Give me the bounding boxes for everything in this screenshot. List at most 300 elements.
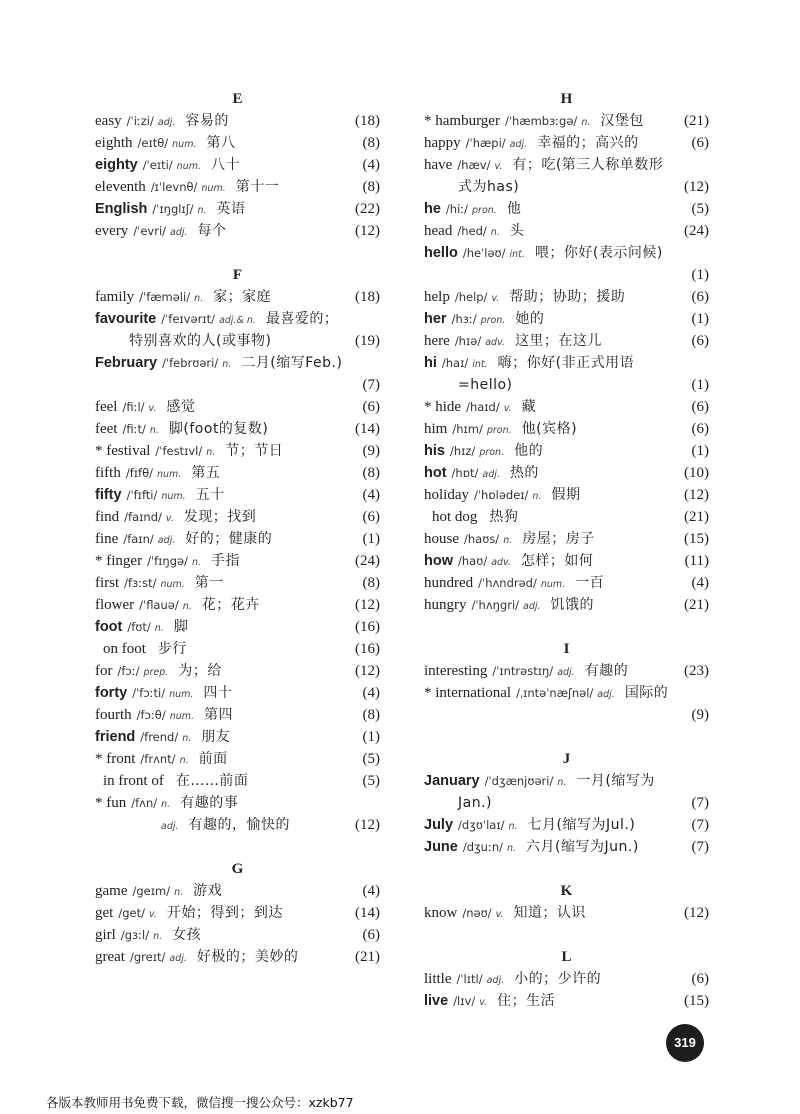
part-of-speech: n. xyxy=(581,117,591,128)
phonetic: /ˈfebrʊəri/ xyxy=(162,356,219,370)
unit-ref: (22) xyxy=(355,201,380,217)
part-of-speech: n. xyxy=(557,777,567,788)
vocab-entry xyxy=(424,484,709,506)
section-letter: E xyxy=(232,91,243,107)
part-of-speech: v. xyxy=(491,293,500,304)
phonetic: /haʊs/ xyxy=(464,532,500,546)
part-of-speech: n. xyxy=(194,293,204,304)
unit-ref: (1) xyxy=(691,311,709,327)
headword: English xyxy=(95,201,148,217)
unit-ref: (16) xyxy=(355,619,380,635)
vocab-entry xyxy=(424,154,709,176)
unit-ref: (7) xyxy=(691,839,709,855)
chinese-gloss: 头 xyxy=(509,223,525,239)
chinese-gloss: 房屋；房子 xyxy=(522,531,595,547)
phonetic: /ˈhɒlədeɪ/ xyxy=(474,488,529,502)
unit-ref: (4) xyxy=(362,487,380,503)
headword: * front xyxy=(95,751,136,767)
phonetic: /fʌn/ xyxy=(131,796,158,810)
phonetic: /hɪm/ xyxy=(452,422,483,436)
unit-ref: (14) xyxy=(355,905,380,921)
vocab-entry xyxy=(424,682,709,704)
vocab-entry xyxy=(95,176,380,198)
headword: have xyxy=(424,157,453,173)
phonetic: /ˈhʌŋgri/ xyxy=(471,598,520,612)
unit-ref: (6) xyxy=(362,509,380,525)
unit-ref: (1) xyxy=(362,729,380,745)
chinese-gloss: 他的 xyxy=(514,443,544,459)
chinese-gloss: 家；家庭 xyxy=(213,289,272,305)
part-of-speech: adv. xyxy=(485,337,505,348)
part-of-speech: n. xyxy=(182,733,192,744)
chinese-gloss: 为；给 xyxy=(178,663,222,679)
part-of-speech: v. xyxy=(503,403,512,414)
unit-ref: (5) xyxy=(362,751,380,767)
phonetic: /ɪˈlevnθ/ xyxy=(150,180,198,194)
phonetic: /heˈləʊ/ xyxy=(462,246,506,260)
chinese-gloss: 容易的 xyxy=(185,113,229,129)
chinese-gloss: 英语 xyxy=(216,201,246,217)
headword: happy xyxy=(424,135,461,151)
chinese-gloss: 有趣的，愉快的 xyxy=(188,817,291,833)
vocab-entry xyxy=(424,396,709,418)
chinese-gloss: 八十 xyxy=(211,157,240,173)
unit-ref: (6) xyxy=(362,399,380,415)
unit-ref: (9) xyxy=(691,707,709,723)
unit-ref: (18) xyxy=(355,289,380,305)
headword: fifth xyxy=(95,465,121,481)
phonetic: /fiːl/ xyxy=(122,400,145,414)
chinese-gloss: 朋友 xyxy=(201,729,231,745)
vocab-entry xyxy=(95,924,380,946)
vocab-entry xyxy=(424,550,709,572)
headword: find xyxy=(95,509,120,525)
phonetic: /ˈhʌndrəd/ xyxy=(478,576,537,590)
unit-ref: (6) xyxy=(691,333,709,349)
vocab-entry xyxy=(424,770,709,792)
vocab-entry xyxy=(95,880,380,902)
unit-ref: (10) xyxy=(684,465,709,481)
unit-ref: (7) xyxy=(691,795,709,811)
headword: here xyxy=(424,333,450,349)
phonetic: /eɪtθ/ xyxy=(137,136,169,150)
headword: February xyxy=(95,355,158,371)
chinese-gloss: 汉堡包 xyxy=(600,113,644,129)
vocab-entry xyxy=(424,594,709,616)
vocab-entry xyxy=(95,484,380,506)
headword: June xyxy=(424,839,458,855)
chinese-gloss: 花；花卉 xyxy=(201,597,260,613)
headword: January xyxy=(424,773,480,789)
chinese-gloss: 有；吃(第三人称单数形 xyxy=(512,157,664,173)
unit-ref: (9) xyxy=(362,443,380,459)
headword: know xyxy=(424,905,458,921)
unit-ref: (8) xyxy=(362,179,380,195)
vocab-entry xyxy=(424,352,709,374)
phonetic: /ˈfɪŋgə/ xyxy=(147,554,188,568)
unit-ref: (23) xyxy=(684,663,709,679)
vocab-entry xyxy=(95,440,380,462)
phonetic: /frʌnt/ xyxy=(140,752,176,766)
headword: on foot xyxy=(103,641,146,657)
unit-ref: (14) xyxy=(355,421,380,437)
part-of-speech: num. xyxy=(176,161,201,172)
section-letter: H xyxy=(560,91,573,107)
part-of-speech: n. xyxy=(154,623,164,634)
headword: fourth xyxy=(95,707,132,723)
vocab-entry xyxy=(424,462,709,484)
chinese-gloss: 假期 xyxy=(551,487,581,503)
vocab-entry xyxy=(424,220,709,242)
chinese-gloss: 帮助；协助；援助 xyxy=(509,289,626,305)
vocab-entry xyxy=(95,418,380,440)
section-spacer xyxy=(95,242,380,264)
chinese-gloss: 前面 xyxy=(198,751,228,767)
chinese-gloss: =hello) xyxy=(458,377,513,393)
unit-ref: (21) xyxy=(684,113,709,129)
vocab-entry xyxy=(95,550,380,572)
left-column xyxy=(95,88,380,968)
phonetic: /hɪz/ xyxy=(449,444,476,458)
chinese-gloss: 二月(缩写Feb.) xyxy=(241,355,343,371)
phonetic: /fiːt/ xyxy=(122,422,146,436)
unit-ref: (8) xyxy=(362,135,380,151)
section-spacer xyxy=(424,858,709,880)
unit-ref: (12) xyxy=(355,597,380,613)
phonetic: /hɒt/ xyxy=(451,466,479,480)
part-of-speech: v. xyxy=(494,161,503,172)
headword: her xyxy=(424,311,447,327)
vocab-entry xyxy=(95,154,380,176)
entry-unit-line xyxy=(424,704,709,726)
chinese-gloss: 嗨；你好(非正式用语 xyxy=(497,355,635,371)
vocab-entry xyxy=(95,770,380,792)
phonetic: /fɪfθ/ xyxy=(125,466,153,480)
headword: * finger xyxy=(95,553,143,569)
chinese-gloss: 五十 xyxy=(195,487,225,503)
part-of-speech: n. xyxy=(507,843,517,854)
headword: * international xyxy=(424,685,512,701)
phonetic: /faɪnd/ xyxy=(124,510,162,524)
vocab-entry xyxy=(95,660,380,682)
headword: how xyxy=(424,553,453,569)
headword: first xyxy=(95,575,120,591)
part-of-speech: adj. xyxy=(157,535,176,546)
unit-ref: (8) xyxy=(362,465,380,481)
part-of-speech: num. xyxy=(201,183,226,194)
vocab-entry xyxy=(95,682,380,704)
unit-ref: (12) xyxy=(684,179,709,195)
chinese-gloss: 在……前面 xyxy=(175,773,249,789)
vocab-entry xyxy=(424,286,709,308)
vocab-entry xyxy=(95,902,380,924)
vocab-entry xyxy=(424,814,709,836)
unit-ref: (5) xyxy=(362,773,380,789)
part-of-speech: n. xyxy=(532,491,542,502)
chinese-gloss: 特别喜欢的人(或事物) xyxy=(129,333,272,349)
part-of-speech: int. xyxy=(509,249,525,260)
vocab-entry xyxy=(95,572,380,594)
headword: feel xyxy=(95,399,118,415)
phonetic: /lɪv/ xyxy=(453,994,476,1008)
headword: feet xyxy=(95,421,118,437)
part-of-speech: n. xyxy=(149,425,159,436)
headword: easy xyxy=(95,113,122,129)
unit-ref: (6) xyxy=(691,421,709,437)
part-of-speech: adj. xyxy=(509,139,528,150)
vocab-entry xyxy=(95,616,380,638)
chinese-gloss: 她的 xyxy=(515,311,545,327)
section-spacer xyxy=(424,924,709,946)
headword: favourite xyxy=(95,311,157,327)
part-of-speech: adj. xyxy=(557,667,575,678)
vocab-entry xyxy=(95,110,380,132)
part-of-speech: num. xyxy=(156,469,182,480)
unit-ref: (1) xyxy=(691,377,709,393)
headword: for xyxy=(95,663,113,679)
phonetic: /hɪə/ xyxy=(454,334,482,348)
chinese-gloss: 一百 xyxy=(575,575,605,591)
headword: * hamburger xyxy=(424,113,500,129)
part-of-speech: adv. xyxy=(491,557,511,568)
chinese-gloss: 有趣的 xyxy=(584,663,629,679)
vocab-entry xyxy=(424,572,709,594)
chinese-gloss: 知道；认识 xyxy=(513,905,586,921)
headword: every xyxy=(95,223,129,239)
vocab-entry xyxy=(424,110,709,132)
phonetic: /fɔːθ/ xyxy=(136,708,166,722)
headword: little xyxy=(424,971,452,987)
headword: foot xyxy=(95,619,123,635)
unit-ref: (7) xyxy=(691,817,709,833)
headword: great xyxy=(95,949,125,965)
unit-ref: (4) xyxy=(362,685,380,701)
chinese-gloss: 这里；在这儿 xyxy=(514,333,602,349)
vocab-entry xyxy=(424,440,709,462)
headword: * festival xyxy=(95,443,151,459)
part-of-speech: v. xyxy=(165,513,174,524)
part-of-speech: n. xyxy=(490,227,500,238)
part-of-speech: v. xyxy=(148,403,157,414)
phonetic: /ˈfeɪvərɪt/ xyxy=(161,312,215,326)
chinese-gloss: 第十一 xyxy=(235,179,280,195)
part-of-speech: n. xyxy=(508,821,518,832)
vocab-entry xyxy=(95,308,380,330)
headword: * fun xyxy=(95,795,127,811)
vocab-entry xyxy=(424,198,709,220)
chinese-gloss: 怎样；如何 xyxy=(520,553,594,569)
vocab-entry xyxy=(424,792,709,814)
vocab-entry xyxy=(95,220,380,242)
chinese-gloss: 他 xyxy=(506,201,522,217)
phonetic: /ˈiːzi/ xyxy=(126,114,154,128)
vocab-entry xyxy=(424,660,709,682)
part-of-speech: adj. xyxy=(157,117,176,128)
phonetic: /ˈfɔːti/ xyxy=(132,686,166,700)
vocab-entry xyxy=(95,330,380,352)
unit-ref: (16) xyxy=(355,641,380,657)
part-of-speech: num. xyxy=(169,711,195,722)
chinese-gloss: 女孩 xyxy=(172,927,202,943)
chinese-gloss: 第四 xyxy=(204,707,234,723)
unit-ref: (7) xyxy=(362,377,380,393)
part-of-speech: n. xyxy=(161,799,171,810)
part-of-speech: pron. xyxy=(486,425,512,436)
part-of-speech: v. xyxy=(479,997,488,1008)
unit-ref: (15) xyxy=(684,993,709,1009)
vocab-entry xyxy=(95,946,380,968)
part-of-speech: int. xyxy=(472,359,488,370)
headword: get xyxy=(95,905,114,921)
part-of-speech: pron. xyxy=(472,205,497,216)
phonetic: /frend/ xyxy=(140,730,179,744)
part-of-speech: n. xyxy=(182,601,192,612)
phonetic: /fɜːst/ xyxy=(124,576,157,590)
headword: head xyxy=(424,223,453,239)
phonetic: /ˈɪŋglɪʃ/ xyxy=(152,202,194,216)
unit-ref: (12) xyxy=(355,663,380,679)
chinese-gloss: 感觉 xyxy=(166,399,196,415)
section-letter: I xyxy=(563,641,570,657)
headword: his xyxy=(424,443,445,459)
chinese-gloss: 喂；你好(表示问候) xyxy=(534,245,663,261)
headword: hot dog xyxy=(432,509,478,525)
chinese-gloss: 国际的 xyxy=(624,685,669,701)
headword: family xyxy=(95,289,135,305)
chinese-gloss: 第五 xyxy=(191,465,221,481)
part-of-speech: adj. xyxy=(597,689,615,700)
headword: in front of xyxy=(103,773,164,789)
phonetic: /ˈdʒænjʊəri/ xyxy=(484,774,554,788)
vocab-entry xyxy=(95,506,380,528)
vocab-entry xyxy=(95,792,380,814)
vocab-entry xyxy=(95,638,380,660)
vocab-entry xyxy=(424,242,709,264)
chinese-gloss: 好的；健康的 xyxy=(185,531,273,547)
unit-ref: (21) xyxy=(684,597,709,613)
unit-ref: (1) xyxy=(691,267,709,283)
phonetic: /fɔː/ xyxy=(117,664,140,678)
part-of-speech: num. xyxy=(172,139,197,150)
headword: interesting xyxy=(424,663,488,679)
unit-ref: (1) xyxy=(362,531,380,547)
headword: he xyxy=(424,201,441,217)
chinese-gloss: 六月(缩写为Jun.) xyxy=(526,839,639,855)
part-of-speech: n. xyxy=(197,205,207,216)
headword: eleventh xyxy=(95,179,146,195)
headword: eighth xyxy=(95,135,133,151)
headword: July xyxy=(424,817,454,833)
phonetic: /nəʊ/ xyxy=(462,906,492,920)
chinese-gloss: 热的 xyxy=(509,465,539,481)
headword: fine xyxy=(95,531,119,547)
part-of-speech: pron. xyxy=(479,447,505,458)
vocab-entry xyxy=(424,132,709,154)
vocab-entry xyxy=(424,902,709,924)
chinese-gloss: 每个 xyxy=(197,223,227,239)
headword: friend xyxy=(95,729,136,745)
phonetic: /ˈflauə/ xyxy=(139,598,179,612)
phonetic: /haɪd/ xyxy=(466,400,500,414)
unit-ref: (8) xyxy=(362,575,380,591)
entry-unit-line xyxy=(95,374,380,396)
vocab-entry xyxy=(95,462,380,484)
phonetic: /ˈeɪti/ xyxy=(142,158,173,172)
part-of-speech: adj. xyxy=(161,821,179,832)
unit-ref: (4) xyxy=(362,157,380,173)
unit-ref: (24) xyxy=(355,553,380,569)
unit-ref: (12) xyxy=(684,487,709,503)
phonetic: /faɪn/ xyxy=(123,532,154,546)
unit-ref: (6) xyxy=(691,289,709,305)
headword: forty xyxy=(95,685,128,701)
vocab-entry xyxy=(95,726,380,748)
chinese-gloss: 住；生活 xyxy=(497,993,556,1009)
unit-ref: (6) xyxy=(691,135,709,151)
chinese-gloss: 节；节日 xyxy=(225,443,284,459)
section-letter: L xyxy=(561,949,572,965)
part-of-speech: num. xyxy=(540,579,566,590)
headword: eighty xyxy=(95,157,138,173)
part-of-speech: v. xyxy=(495,909,504,920)
phonetic: /ˈlɪtl/ xyxy=(456,972,483,986)
phonetic: /greɪt/ xyxy=(129,950,166,964)
section-spacer xyxy=(424,616,709,638)
section-letter: G xyxy=(231,861,244,877)
part-of-speech: adj. xyxy=(486,975,505,986)
chinese-gloss: 七月(缩写为Jul.) xyxy=(527,817,636,833)
unit-ref: (12) xyxy=(355,223,380,239)
vocab-entry xyxy=(424,836,709,858)
headword: live xyxy=(424,993,449,1009)
phonetic: /ˈhæmbɜːgə/ xyxy=(504,114,578,128)
unit-ref: (21) xyxy=(684,509,709,525)
headword: hi xyxy=(424,355,437,371)
vocab-entry xyxy=(95,286,380,308)
headword: game xyxy=(95,883,128,899)
unit-ref: (5) xyxy=(691,201,709,217)
unit-ref: (6) xyxy=(691,399,709,415)
vocab-entry xyxy=(95,198,380,220)
part-of-speech: n. xyxy=(174,887,184,898)
phonetic: /ˈevri/ xyxy=(133,224,167,238)
vocab-entry xyxy=(95,132,380,154)
part-of-speech: pron. xyxy=(480,315,506,326)
part-of-speech: adj.& n. xyxy=(218,315,256,326)
phonetic: /hæv/ xyxy=(457,158,491,172)
section-spacer xyxy=(424,726,709,748)
chinese-gloss: 游戏 xyxy=(193,883,223,899)
chinese-gloss: Jan.) xyxy=(458,795,492,811)
vocab-entry xyxy=(424,308,709,330)
chinese-gloss: 手指 xyxy=(211,553,241,569)
chinese-gloss: 第一 xyxy=(194,575,224,591)
phonetic: /ˈfestɪvl/ xyxy=(155,444,203,458)
vocab-entry xyxy=(424,528,709,550)
chinese-gloss: 他(宾格) xyxy=(521,421,578,437)
headword: flower xyxy=(95,597,135,613)
vocab-entry xyxy=(424,968,709,990)
vocab-entry xyxy=(95,396,380,418)
part-of-speech: num. xyxy=(160,579,185,590)
unit-ref: (6) xyxy=(362,927,380,943)
part-of-speech: n. xyxy=(206,447,216,458)
phonetic: /ˌɪntəˈnæʃnəl/ xyxy=(516,686,594,700)
vocab-entry xyxy=(95,352,380,374)
headword: house xyxy=(424,531,459,547)
vocab-entry xyxy=(95,748,380,770)
right-column xyxy=(424,88,709,1012)
